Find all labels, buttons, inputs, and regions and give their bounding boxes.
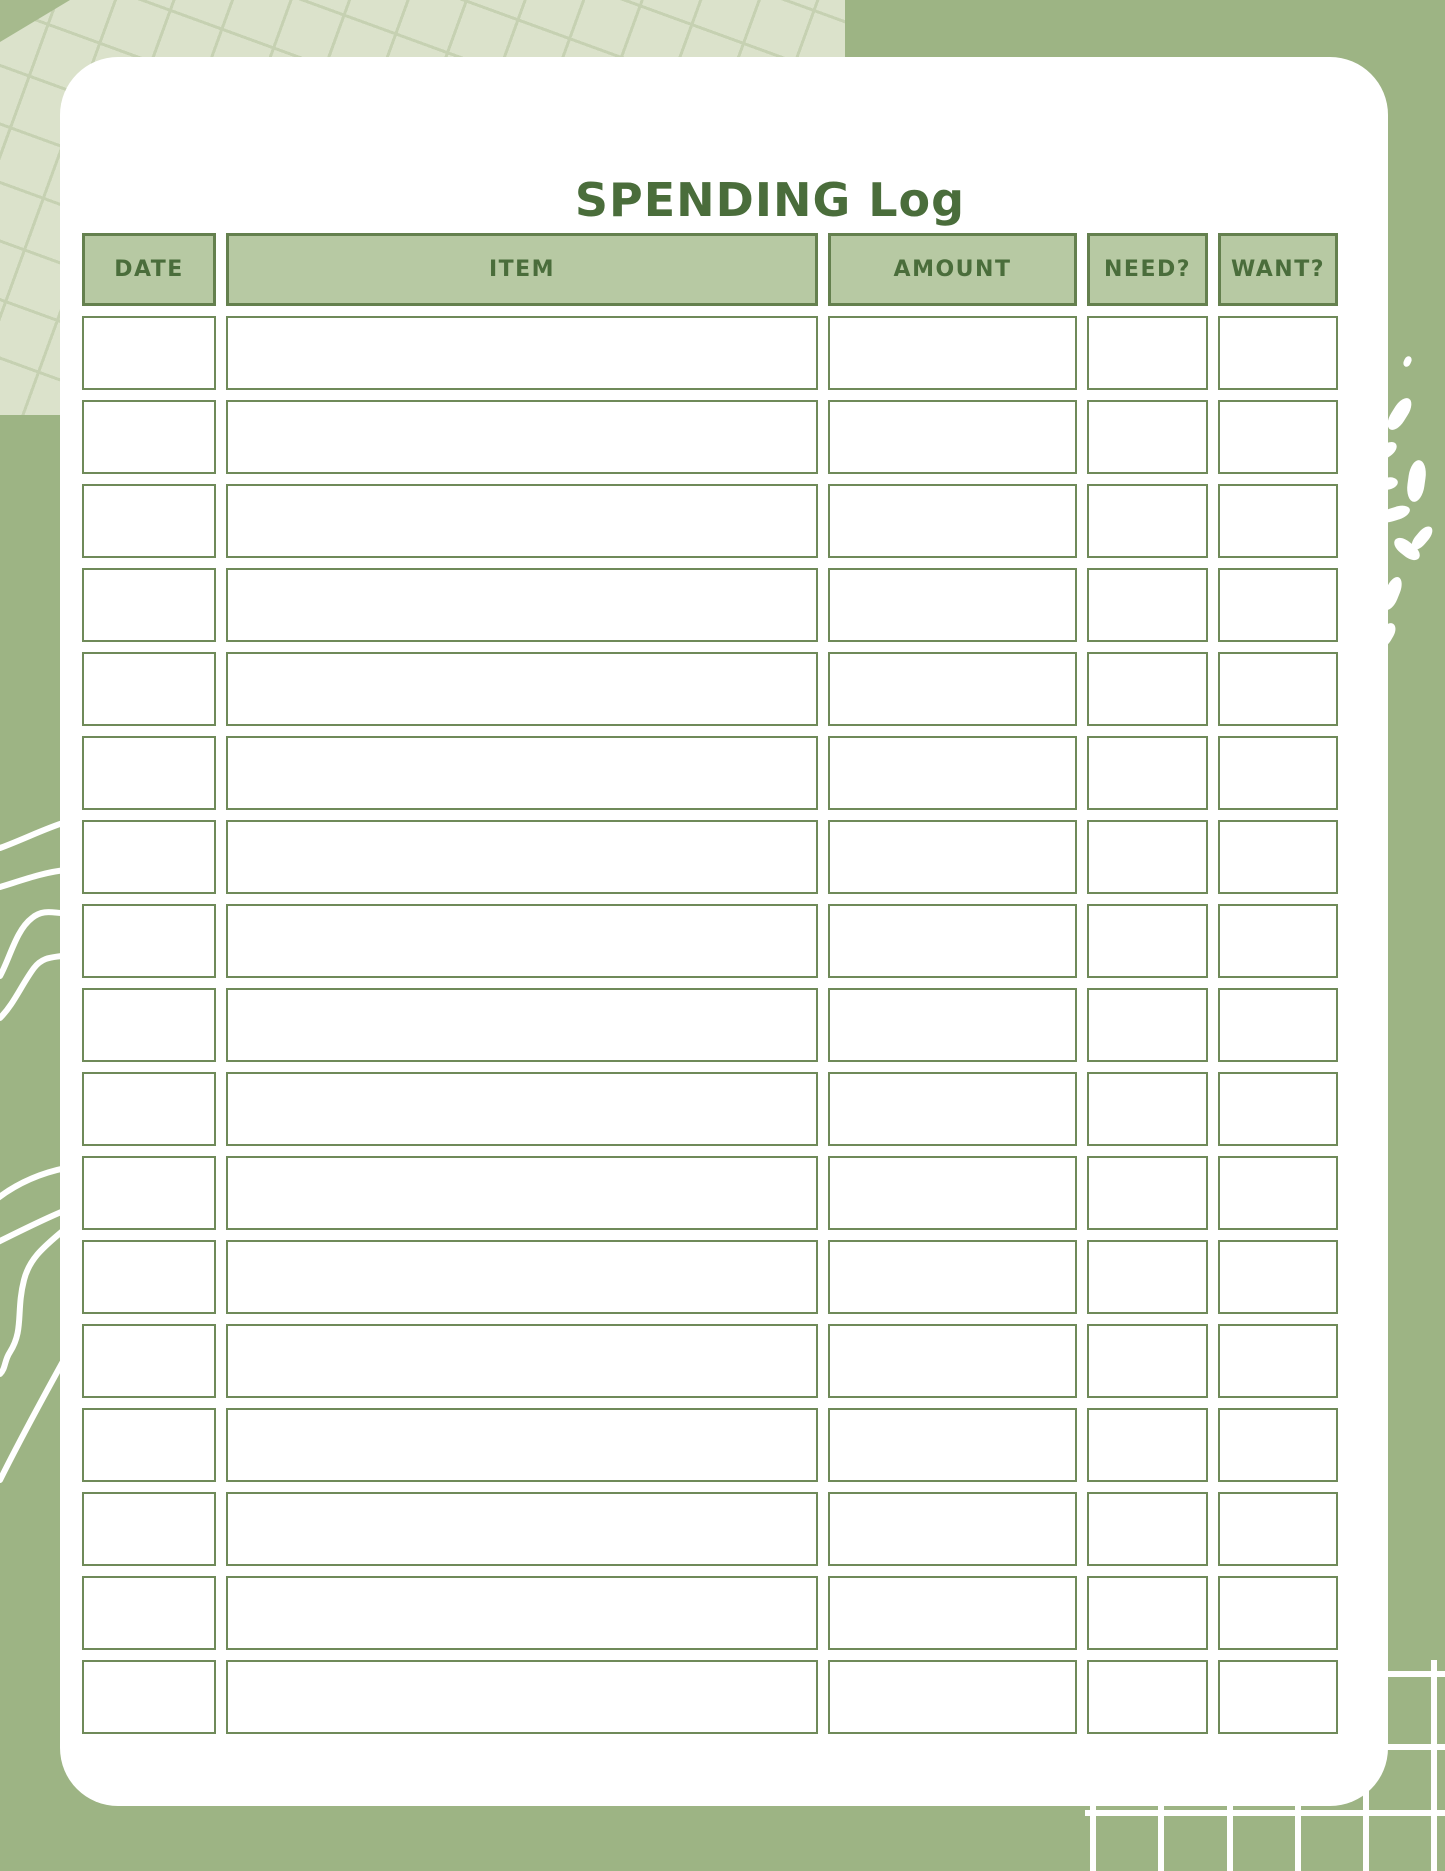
table-row: [82, 904, 1338, 978]
cell-need[interactable]: [1087, 988, 1208, 1062]
cell-date[interactable]: [82, 1660, 216, 1734]
cell-item[interactable]: [226, 652, 818, 726]
cell-date[interactable]: [82, 1408, 216, 1482]
cell-need[interactable]: [1087, 904, 1208, 978]
cell-want[interactable]: [1218, 316, 1338, 390]
table-row: [82, 1240, 1338, 1314]
table-row: [82, 568, 1338, 642]
spending-table: [82, 233, 1338, 1734]
cell-item[interactable]: [226, 820, 818, 894]
cell-amount[interactable]: [828, 1156, 1077, 1230]
cell-date[interactable]: [82, 820, 216, 894]
rice-grain-icon: [1405, 459, 1428, 503]
cell-want[interactable]: [1218, 1240, 1338, 1314]
cell-item[interactable]: [226, 736, 818, 810]
cell-want[interactable]: [1218, 652, 1338, 726]
cell-date[interactable]: [82, 1576, 216, 1650]
cell-date[interactable]: [82, 988, 216, 1062]
grid-line: [1431, 1660, 1437, 1871]
cell-want[interactable]: [1218, 1072, 1338, 1146]
cell-need[interactable]: [1087, 1072, 1208, 1146]
cell-item[interactable]: [226, 1324, 818, 1398]
cell-date[interactable]: [82, 736, 216, 810]
spending-log-card: [60, 57, 1388, 1806]
contour-lines-decoration: [0, 808, 66, 1488]
cell-item[interactable]: [226, 1072, 818, 1146]
cell-want[interactable]: [1218, 1660, 1338, 1734]
cell-date[interactable]: [82, 1072, 216, 1146]
cell-want[interactable]: [1218, 1324, 1338, 1398]
cell-want[interactable]: [1218, 988, 1338, 1062]
cell-want[interactable]: [1218, 400, 1338, 474]
cell-need[interactable]: [1087, 736, 1208, 810]
cell-want[interactable]: [1218, 484, 1338, 558]
table-row: [82, 316, 1338, 390]
cell-date[interactable]: [82, 652, 216, 726]
cell-date[interactable]: [82, 484, 216, 558]
table-body: [82, 316, 1338, 1734]
cell-need[interactable]: [1087, 1660, 1208, 1734]
cell-need[interactable]: [1087, 568, 1208, 642]
cell-amount[interactable]: [828, 988, 1077, 1062]
cell-item[interactable]: [226, 316, 818, 390]
cell-date[interactable]: [82, 400, 216, 474]
table-row: [82, 1156, 1338, 1230]
cell-amount[interactable]: [828, 568, 1077, 642]
cell-date[interactable]: [82, 1492, 216, 1566]
cell-item[interactable]: [226, 484, 818, 558]
cell-amount[interactable]: [828, 652, 1077, 726]
cell-need[interactable]: [1087, 484, 1208, 558]
cell-need[interactable]: [1087, 1156, 1208, 1230]
cell-date[interactable]: [82, 1324, 216, 1398]
cell-amount[interactable]: [828, 1408, 1077, 1482]
cell-date[interactable]: [82, 904, 216, 978]
cell-need[interactable]: [1087, 316, 1208, 390]
cell-amount[interactable]: [828, 1324, 1077, 1398]
column-header-need: NEED?: [1087, 233, 1208, 306]
grid-line: [1085, 1810, 1445, 1816]
cell-amount[interactable]: [828, 736, 1077, 810]
cell-want[interactable]: [1218, 1576, 1338, 1650]
cell-amount[interactable]: [828, 1660, 1077, 1734]
cell-want[interactable]: [1218, 736, 1338, 810]
cell-date[interactable]: [82, 568, 216, 642]
cell-need[interactable]: [1087, 1492, 1208, 1566]
cell-amount[interactable]: [828, 1576, 1077, 1650]
table-row: [82, 1324, 1338, 1398]
cell-item[interactable]: [226, 1156, 818, 1230]
cell-want[interactable]: [1218, 1492, 1338, 1566]
cell-amount[interactable]: [828, 1492, 1077, 1566]
cell-date[interactable]: [82, 1240, 216, 1314]
cell-item[interactable]: [226, 1492, 818, 1566]
column-header-amount: AMOUNT: [828, 233, 1077, 306]
column-header-item: ITEM: [226, 233, 818, 306]
cell-item[interactable]: [226, 1660, 818, 1734]
cell-need[interactable]: [1087, 1576, 1208, 1650]
column-header-date: DATE: [82, 233, 216, 306]
table-row: [82, 1576, 1338, 1650]
cell-item[interactable]: [226, 400, 818, 474]
table-row: [82, 1072, 1338, 1146]
cell-need[interactable]: [1087, 1240, 1208, 1314]
table-row: [82, 1408, 1338, 1482]
cell-want[interactable]: [1218, 820, 1338, 894]
rice-grain-icon: [1384, 395, 1416, 433]
cell-want[interactable]: [1218, 1156, 1338, 1230]
cell-amount[interactable]: [828, 1240, 1077, 1314]
cell-amount[interactable]: [828, 484, 1077, 558]
cell-item[interactable]: [226, 568, 818, 642]
cell-item[interactable]: [226, 904, 818, 978]
table-row: [82, 484, 1338, 558]
table-row: [82, 988, 1338, 1062]
cell-want[interactable]: [1218, 1408, 1338, 1482]
cell-amount[interactable]: [828, 820, 1077, 894]
table-row: [82, 820, 1338, 894]
table-row: [82, 1660, 1338, 1734]
table-row: [82, 736, 1338, 810]
page-title: SPENDING Log: [574, 173, 966, 227]
table-row: [82, 1492, 1338, 1566]
cell-need[interactable]: [1087, 400, 1208, 474]
cell-amount[interactable]: [828, 1072, 1077, 1146]
cell-want[interactable]: [1218, 568, 1338, 642]
cell-need[interactable]: [1087, 652, 1208, 726]
cell-amount[interactable]: [828, 316, 1077, 390]
cell-amount[interactable]: [828, 400, 1077, 474]
cell-item[interactable]: [226, 1408, 818, 1482]
cell-need[interactable]: [1087, 1324, 1208, 1398]
rice-grain-icon: [1402, 355, 1413, 368]
table-row: [82, 652, 1338, 726]
cell-item[interactable]: [226, 1240, 818, 1314]
cell-need[interactable]: [1087, 1408, 1208, 1482]
column-header-want: WANT?: [1218, 233, 1338, 306]
cell-want[interactable]: [1218, 904, 1338, 978]
table-row: [82, 400, 1338, 474]
cell-date[interactable]: [82, 1156, 216, 1230]
cell-date[interactable]: [82, 316, 216, 390]
cell-item[interactable]: [226, 988, 818, 1062]
cell-need[interactable]: [1087, 820, 1208, 894]
cell-item[interactable]: [226, 1576, 818, 1650]
cell-amount[interactable]: [828, 904, 1077, 978]
table-header-row: [82, 233, 1338, 306]
